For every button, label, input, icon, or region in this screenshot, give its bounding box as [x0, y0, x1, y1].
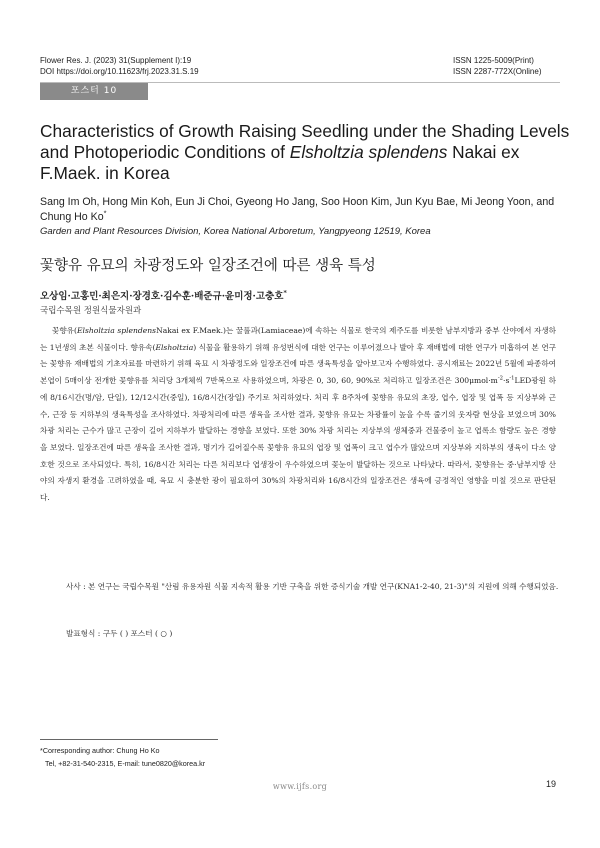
- poster-badge: 포스터 10: [40, 83, 148, 100]
- issn-info: [453, 55, 542, 77]
- abstract-seg-3: Nakai ex F.Maek.)는 꿀풀과(Lamiaceae)에 속하는 식물로 한국의 제주도를 비롯한 남부지방과 중부 산야에서 자생하는 1년생의 초본 식물이다. 향유속(: [40, 326, 556, 352]
- title-part-2: Nakai ex F.Maek. in Korea: [40, 142, 520, 183]
- abstract-seg-5: ) 식물을 활용하기 위해 유성번식에 대한 연구는 이루어졌으나 발아 후 재배법에 대한 연구가 미흡하여 본 연구는 꽃향유 재배법의 기초자료를 마련하기 위해 육묘 시 차광정도와 일장조건에 따른 생육특성을 알아보고자 수행하였다. 공시재료는 2022년 5월에 파종하여 본엽이 5매이상 전개한 꽃향유를 처리당 3개체씩 7반복으로 사용하였으며, 차광은 0, 30, 60, 90%로 처리하고 일장조건은 300μmol·m: [40, 342, 556, 386]
- abstract-seg-1: 꽃향유(: [52, 326, 77, 335]
- contact-info: Tel, +82-31-540-2315, E-mail: tune0820@korea.kr: [45, 759, 206, 768]
- author-list: [40, 195, 570, 225]
- issn-print: ISSN 1225-5009(Print): [453, 56, 534, 65]
- presentation-format: 발표형식 : 구두 ( ) 포스터 ( ○ ): [66, 629, 173, 638]
- footnote-divider: [40, 739, 218, 740]
- page-number: 19: [546, 779, 557, 789]
- paper-title: [40, 121, 570, 184]
- journal-citation: [40, 55, 199, 77]
- footnote-mark: *: [40, 746, 43, 755]
- corresponding-mark: *: [103, 208, 107, 218]
- abstract-text: [40, 323, 556, 507]
- abstract-seg-6: ·s: [503, 376, 510, 386]
- journal-reference: Flower Res. J. (2023) 31(Supplement I):19: [40, 56, 192, 65]
- abstract-genus: Elsholtzia: [155, 342, 194, 352]
- journal-website[interactable]: www.ijfs.org: [272, 782, 328, 791]
- title-species: Elsholtzia splendens: [289, 142, 448, 162]
- korean-author-names: 오상임·고홍민·최은지·장경호·김수훈·배준규·윤미정·고충호: [40, 291, 284, 302]
- korean-author-list: [40, 290, 287, 304]
- abstract-species: Elsholtzia splendens: [76, 326, 157, 335]
- korean-title: 꽃향유 유묘의 차광정도와 일장조건에 따른 생육 특성: [40, 258, 376, 274]
- abstract-sup-1: -2: [497, 375, 504, 382]
- affiliation: Garden and Plant Resources Division, Korea National Arboretum, Yangpyeong 12519, Korea: [40, 226, 431, 237]
- issn-online: ISSN 2287-772X(Online): [453, 67, 542, 76]
- corresponding-author-line: [40, 744, 205, 757]
- footnote: [40, 744, 205, 770]
- author-names: Sang Im Oh, Hong Min Koh, Eun Ji Choi, Gyeong Ho Jang, Soo Hoon Kim, Jun Kyu Bae, Mi Jeong Yoon, and Chung Ho Ko: [40, 196, 555, 223]
- korean-corresponding-mark: *: [283, 288, 287, 297]
- korean-affiliation: 국립수목원 정원식물자원과: [40, 306, 142, 316]
- acknowledgment: 사사 : 본 연구는 국립수목원 "산림 유용자원 식물 지속적 활용 기반 구축을 위한 증식기술 개발 연구(KNA1-2-40, 21-3)"의 지원에 의해 수행되었음.: [66, 582, 559, 591]
- title-part-1: Characteristics of Growth Raising Seedling under the Shading Levels and Photoperiodic Conditions of: [40, 121, 570, 162]
- abstract-seg-7: LED광원 하에 8/16시간(명/암, 단일), 12/12시간(중일), 16/8시간(장일) 주기로 처리하였다. 처리 후 8주차에 꽃향유 유묘의 초장, 엽수, 엽장 및 엽폭 등 지상부와 근수, 근장 등 지하부의 생육특성을 조사하였다. 차광처리에 따른 생육을 조사한 결과, 꽃향유 유묘는 차광률이 높을 수록 줄기의 웃자람 현상을 보였으며 30% 차광 처리는 근수가 많고 근장이 길어 지하부가 발달하는 경향을 보였다. 또한 30% 차광 처리는 지상부의 생체중과 건물중이 높고 엽록소 함량도 높은 경향을 보였다. 일장조건에 따른 생육을 조사한 결과, 명기가 길어질수록 꽃향유 유묘의 엽장 및 엽폭이 크고 엽수가 많았으며 지상부와 지하부의 생육이 다소 양호한 것으로 조사되었다. 특히, 16/8시간 처리는 다른 처리보다 엽생장이 우수하였으며 꽃눈이 발달하는 것으로 나타났다. 따라서, 꽃향유는 중·남부지방 산야의 자생지 환경을 고려하였을 때, 육묘 시 충분한 광이 필요하여 30%의 차광처리와 16/8시간의 일장조건은 생육에 긍정적인 영향을 미칠 것으로 판단된다.: [40, 376, 556, 503]
- corresponding-author: Corresponding author: Chung Ho Ko: [42, 746, 160, 755]
- doi-link[interactable]: DOI https://doi.org/10.11623/frj.2023.31.S.19: [40, 67, 199, 76]
- abstract-sup-2: -1: [509, 375, 515, 382]
